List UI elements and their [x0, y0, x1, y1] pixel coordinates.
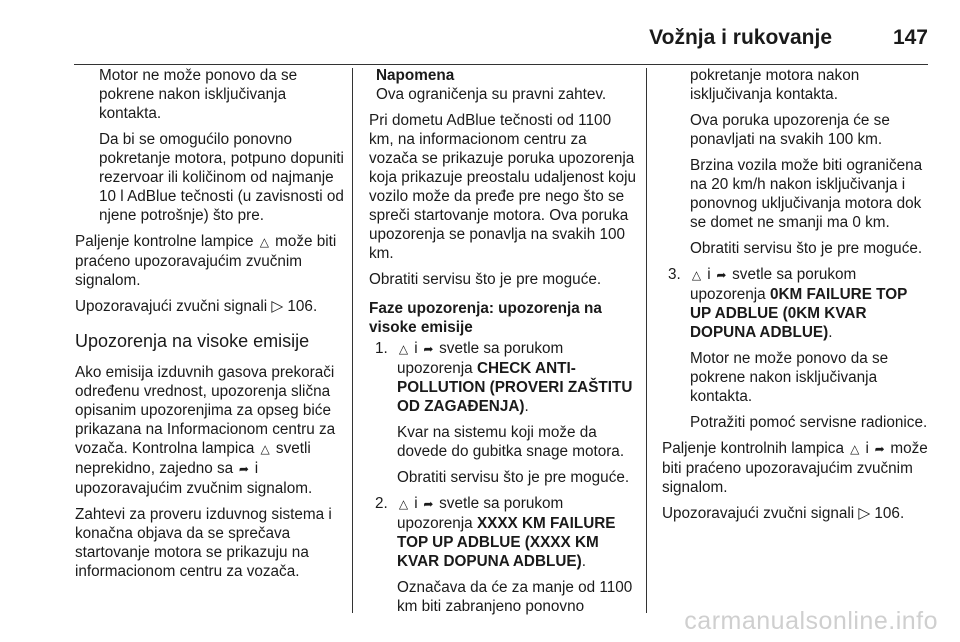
page-reference-link[interactable]: 106. — [287, 298, 318, 315]
page-ref-arrow-icon: ▷ — [858, 505, 871, 522]
paragraph: Paljenje kontrolnih lampica △ i ➦ može biti praćeno upozoravajućim zvučnim signalom. — [662, 440, 928, 496]
phases-heading: Faze upozorenja: upozorenja na visoke emisije — [369, 300, 602, 336]
list-item-detail: Ova poruka upozorenja će se ponavljati na svakih 100 km. — [690, 112, 890, 148]
list-item: 3. △ i ➦ svetle sa porukom upozorenja 0KM FAILURE TOP UP ADBLUE (0KM KVAR DOPUNA ADBLUE). — [668, 266, 908, 341]
list-item: 2. △ i ➦ svetle sa porukom upozorenja XXXX KM FAILURE TOP UP ADBLUE (XXXX KM KVAR DOPUNA ADBLUE). — [375, 495, 616, 570]
page-ref-arrow-icon: ▷ — [271, 298, 284, 315]
engine-warning-icon: △ — [259, 235, 269, 249]
engine-warning-icon: △ — [398, 342, 409, 356]
list-item-detail: Motor ne može ponovo da se pokrene nakon isključivanja kontakta. — [690, 350, 889, 405]
engine-warning-icon: △ — [260, 442, 270, 456]
engine-warning-icon: △ — [850, 442, 860, 456]
list-item-detail: Kvar na sistemu koji može da dovede do gubitka snage motora. — [397, 424, 625, 460]
list-item-detail: pokretanje motora nakon isključivanja kontakta. — [690, 67, 860, 103]
note-text: Ova ograničenja su pravni zahtev. — [376, 86, 607, 103]
paragraph: Upozoravajući zvučni signali ▷ 106. — [662, 505, 905, 522]
engine-warning-icon: △ — [398, 497, 409, 511]
paragraph: Zahtevi za proveru izduvnog sistema i konačna objava da se sprečava startovanje motora se prikazuju na informacionom centru za vozača. — [75, 506, 332, 580]
service-vehicle-icon: ➦ — [423, 497, 434, 511]
service-vehicle-icon: ➦ — [874, 442, 885, 456]
note-heading: Napomena — [376, 67, 455, 84]
column-3 — [662, 66, 930, 530]
watermark: carmanualsonline.info — [684, 607, 938, 635]
list-item-detail: Potražiti pomoć servisne radionice. — [690, 414, 928, 431]
list-item-detail: Obratiti servisu što je pre moguće. — [690, 240, 923, 257]
list-item: 1. △ i ➦ svetle sa porukom upozorenja CHECK ANTI-POLLUTION (PROVERI ZAŠTITU OD ZAGAĐENJA). — [375, 340, 633, 415]
column-divider-1 — [352, 68, 353, 613]
list-item-detail: Obratiti servisu što je pre moguće. — [397, 469, 630, 486]
paragraph: Upozoravajući zvučni signali ▷ 106. — [75, 298, 318, 315]
paragraph: Motor ne može ponovo da se pokrene nakon isključivanja kontakta. — [99, 67, 298, 122]
paragraph: Paljenje kontrolne lampice △ može biti praćeno upozoravajućim zvučnim signalom. — [75, 233, 337, 289]
subsection-heading: Upozorenja na visoke emisije — [75, 331, 310, 351]
page-number: 147 — [892, 26, 928, 49]
list-item-detail: Označava da će za manje od 1100 km biti zabranjeno ponovno — [397, 579, 633, 615]
page-header — [74, 24, 928, 65]
section-title: Vožnja i rukovanje — [649, 26, 832, 49]
paragraph: Obratiti servisu što je pre moguće. — [369, 271, 602, 288]
page-reference-link[interactable]: 106. — [874, 505, 905, 522]
paragraph: Da bi se omogućilo ponovno pokretanje motora, potpuno dopuniti rezervoar ili količinom od najmanje 10 l AdBlue tečnosti (u zavisnosti od njene potrošnje) što pre. — [99, 131, 344, 224]
paragraph: Pri dometu AdBlue tečnosti od 1100 km, na informacionom centru za vozača se prikazuje poruka upozorenja koja prikazuje preostalu udaljenost koju vozilo može da pređe pre nego što se spreči startovanje motora. Ova poruka upozorenja se ponavlja na svakih 100 km. — [369, 112, 637, 262]
column-2 — [369, 66, 639, 623]
list-item-detail: Brzina vozila može biti ograničena na 20 km/h nakon isključivanja i ponovnog uključivanja motora dok se domet ne smanji ma 0 km. — [690, 157, 923, 231]
column-divider-2 — [646, 68, 647, 613]
engine-warning-icon: △ — [691, 268, 702, 282]
column-1 — [75, 66, 345, 588]
service-vehicle-icon: ➦ — [238, 462, 249, 476]
paragraph: Ako emisija izduvnih gasova prekorači određenu vrednost, upozorenja slična opisanim upozorenjima za opseg biće prikazana na Informacionom centru za vozača. Kontrolna lampica △ svetli neprekidno, zajedno sa ➦ i upozoravajućim zvučnim signalom. — [75, 364, 336, 497]
service-vehicle-icon: ➦ — [716, 268, 727, 282]
service-vehicle-icon: ➦ — [423, 342, 434, 356]
